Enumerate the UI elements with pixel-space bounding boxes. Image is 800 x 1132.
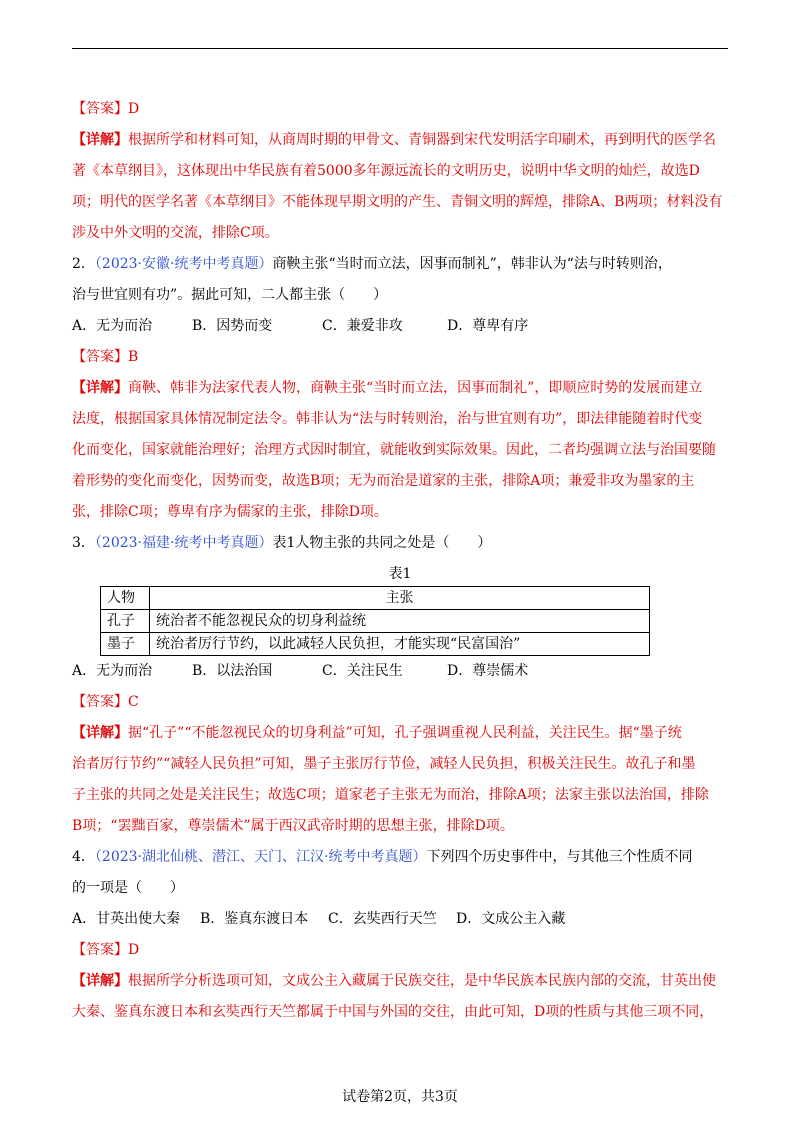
table-cell: 统治者厉行节约，以此减轻人民负担，才能实现“民富国治” [150, 633, 650, 656]
q3-table [100, 586, 650, 656]
answer-label: 【答案】 [72, 101, 128, 117]
q1-detail-line: 项；明代的医学名著《本草纲目》不能体现早期文明的产生、青铜文明的辉煌，排除A、B两项；材料没有 [72, 194, 723, 210]
question-source: （2023·福建·统考中考真题） [94, 535, 273, 551]
answer-label: 【答案】 [72, 942, 128, 958]
q2-detail-line: 着形势的变化而变化，因势而变，故选B项；无为而治是道家的主张，排除A项；兼爱非攻为墨家的主 [72, 473, 695, 489]
table-header-cell: 人物 [101, 587, 150, 610]
q4-options [72, 904, 728, 935]
option-d: D．尊崇儒术 [447, 663, 529, 679]
table-header-row [101, 587, 650, 610]
page-footer: 试卷第2页，共3页 [342, 1089, 458, 1105]
table-row [101, 633, 650, 656]
answer-value: D [128, 942, 140, 958]
option-a: A．甘英出使大秦 [72, 911, 181, 927]
q3-detail-line: 子主张的共同之处是关注民生；故选C项；道家老子主张无为而治，排除A项；法家主张以法治国，排除 [72, 787, 709, 803]
q2-detail-line: 化而变化，国家就能治理好；治理方式因时制宜，就能收到实际效果。因此，二者均强调立法与治国要随 [72, 442, 716, 458]
question-number: 2． [72, 256, 95, 272]
q3-stem: 3．（2023·福建·统考中考真题）表1人物主张的共同之处是（ ） [72, 535, 492, 551]
question-source: （2023·湖北仙桃、潜江、天门、江汉·统考中考真题） [94, 849, 427, 865]
option-b: B．鉴真东渡日本 [200, 911, 309, 927]
detail-label: 【详解】 [72, 973, 128, 989]
header-rule [72, 48, 728, 49]
option-a: A．无为而治 [72, 318, 153, 334]
q2-answer [72, 342, 728, 373]
q2-stem-cont: 治与世宜则有功”。据此可知，二人都主张（ ） [72, 287, 388, 303]
option-c: C．兼爱非攻 [322, 318, 403, 334]
q2-stem: 2．（2023·安徽·统考中考真题）商鞅主张“当时而立法，因事而制礼”，韩非认为“法与时转则治， [72, 256, 672, 272]
q1-detail-line: 著《本草纲目》，这体现出中华民族有着5000多年源远流长的文明历史，说明中华文明的灿烂，故选D [72, 163, 700, 179]
option-c: C．玄奘西行天竺 [328, 911, 437, 927]
page-content [72, 94, 728, 1028]
q2-detail-line: 【详解】商鞅、韩非为法家代表人物，商鞅主张“当时而立法，因事而制礼”，即顺应时势的发展而建立 [72, 380, 703, 396]
table-header-cell: 主张 [150, 587, 650, 610]
q3-detail-line: 治者厉行节约”“减轻人民负担”可知，墨子主张厉行节俭，减轻人民负担，积极关注民生。故孔子和墨 [72, 756, 696, 772]
q4-detail-line: 【详解】根据所学分析选项可知，文成公主入藏属于民族交往，是中华民族本民族内部的交流，甘英出使 [72, 973, 716, 989]
q2-detail-line: 张，排除C项；尊卑有序为儒家的主张，排除D项。 [72, 504, 388, 520]
option-c: C．关注民生 [322, 663, 403, 679]
option-d: D．文成公主入藏 [456, 911, 566, 927]
q1-answer [72, 94, 728, 125]
table-caption: 表1 [388, 566, 412, 582]
q3-detail-line: 【详解】据“孔子”“不能忽视民众的切身利益”可知，孔子强调重视人民利益，关注民生。据“墨子统 [72, 725, 682, 741]
option-b: B．以法治国 [192, 663, 273, 679]
q4-stem: 4．（2023·湖北仙桃、潜江、天门、江汉·统考中考真题）下列四个历史事件中，与其他三个性质不同 [72, 849, 693, 865]
option-b: B．因势而变 [192, 318, 273, 334]
q1-detail-line: 涉及中外文明的交流，排除C项。 [72, 225, 279, 241]
q4-detail-line: 大秦、鉴真东渡日本和玄奘西行天竺都属于中国与外国的交往，由此可知，D项的性质与其他三项不同， [72, 1004, 714, 1020]
detail-label: 【详解】 [72, 725, 128, 741]
q3-answer [72, 687, 728, 718]
option-d: D．尊卑有序 [447, 318, 529, 334]
table-cell: 孔子 [101, 610, 150, 633]
question-number: 3． [72, 535, 95, 551]
question-source: （2023·安徽·统考中考真题） [94, 256, 273, 272]
q3-detail-line: B项；“罢黜百家，尊崇儒术”属于西汉武帝时期的思想主张，排除D项。 [72, 818, 514, 834]
q2-options [72, 311, 728, 342]
q4-stem-cont: 的一项是（ ） [72, 880, 184, 896]
option-a: A．无为而治 [72, 663, 153, 679]
answer-label: 【答案】 [72, 694, 128, 710]
q1-detail-line: 【详解】根据所学和材料可知，从商周时期的甲骨文、青铜器到宋代发明活字印刷术，再到明代的医学名 [72, 132, 716, 148]
table-row [101, 610, 650, 633]
question-number: 4． [72, 849, 95, 865]
table-cell: 统治者不能忽视民众的切身利益统 [150, 610, 650, 633]
detail-label: 【详解】 [72, 132, 128, 148]
answer-value: B [128, 349, 139, 365]
table-cell: 墨子 [101, 633, 150, 656]
q3-options [72, 656, 728, 687]
answer-value: D [128, 101, 140, 117]
answer-label: 【答案】 [72, 349, 128, 365]
q4-answer [72, 935, 728, 966]
q2-detail-line: 法度，根据国家具体情况制定法令。韩非认为“法与时转则治，治与世宜则有功”，即法律能随着时代变 [72, 411, 703, 427]
answer-value: C [128, 694, 139, 710]
detail-label: 【详解】 [72, 380, 128, 396]
